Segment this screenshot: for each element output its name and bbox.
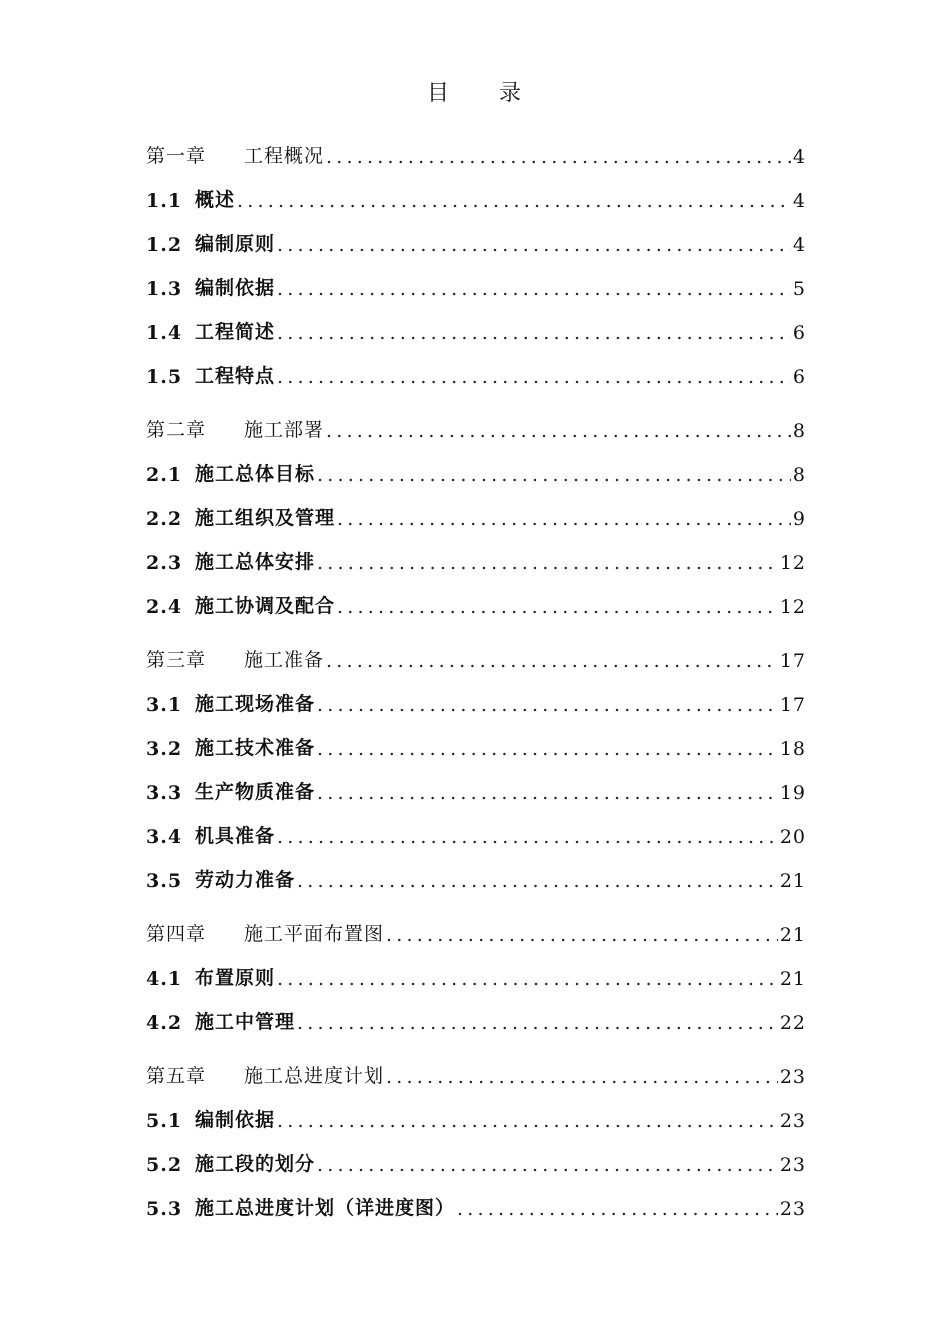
toc-entry-page: 19 [779, 782, 806, 804]
toc-entry-page: 21 [779, 968, 806, 990]
toc-entry-section[interactable] [146, 226, 806, 256]
toc-entry-label: 编制原则 [195, 233, 276, 255]
toc-entry-page: 21 [779, 870, 806, 892]
toc-entry-page: 22 [779, 1012, 806, 1034]
toc-dot-leader [337, 508, 791, 530]
toc-dot-leader [277, 826, 778, 848]
toc-entry-number: 3.5 [146, 870, 183, 892]
toc-entry-label: 工程特点 [195, 365, 276, 387]
toc-entry-number: 5.1 [146, 1110, 183, 1132]
toc-entry-page: 6 [792, 366, 806, 388]
toc-entry-label: 施工平面布置图 [244, 923, 385, 945]
toc-entry-page: 18 [779, 738, 806, 760]
toc-entry-section[interactable] [146, 456, 806, 486]
toc-dot-leader [297, 870, 778, 892]
toc-entry-chapter-3[interactable] [146, 642, 806, 672]
toc-dot-leader [277, 278, 791, 300]
toc-entry-section[interactable] [146, 1146, 806, 1176]
toc-entry-section[interactable] [146, 730, 806, 760]
toc-entry-page: 23 [779, 1066, 806, 1088]
toc-dot-leader [457, 1198, 778, 1220]
toc-entry-number: 第一章 [146, 145, 207, 167]
toc-entry-section[interactable] [146, 1190, 806, 1220]
toc-entry-number: 3.1 [146, 694, 183, 716]
toc-entry-label: 工程简述 [195, 321, 276, 343]
toc-entry-page: 12 [779, 596, 806, 618]
toc-title-char-2: 录 [499, 81, 524, 106]
toc-entry-number: 第四章 [146, 923, 207, 945]
toc-entry-number: 2.1 [146, 464, 183, 486]
toc-entry-section[interactable] [146, 774, 806, 804]
toc-entry-number: 2.2 [146, 508, 183, 530]
toc-entry-label: 施工组织及管理 [195, 507, 336, 529]
toc-entry-section[interactable] [146, 1004, 806, 1034]
toc-entry-label: 施工总进度计划 [244, 1065, 385, 1087]
toc-entry-page: 4 [792, 146, 806, 168]
toc-entry-page: 17 [779, 650, 806, 672]
toc-entry-page: 23 [779, 1154, 806, 1176]
toc-entry-page: 6 [792, 322, 806, 344]
toc-dot-leader [237, 190, 791, 212]
toc-entry-page: 23 [779, 1110, 806, 1132]
toc-dot-leader [326, 146, 791, 168]
toc-entry-page: 5 [792, 278, 806, 300]
toc-entry-page: 9 [792, 508, 806, 530]
toc-entry-page: 12 [779, 552, 806, 574]
toc-entry-section[interactable] [146, 1102, 806, 1132]
toc-dot-leader [317, 782, 778, 804]
toc-entry-number: 5.2 [146, 1154, 183, 1176]
toc-entry-label: 劳动力准备 [195, 869, 296, 891]
toc-entry-label: 施工技术准备 [195, 737, 316, 759]
toc-dot-leader [317, 738, 778, 760]
toc-entry-label: 施工段的划分 [195, 1153, 316, 1175]
toc-dot-leader [277, 366, 791, 388]
toc-entry-page: 17 [779, 694, 806, 716]
toc-entry-section[interactable] [146, 818, 806, 848]
toc-entry-section[interactable] [146, 314, 806, 344]
toc-entry-label: 布置原则 [195, 967, 276, 989]
toc-entry-chapter-2[interactable] [146, 412, 806, 442]
toc-entry-number: 3.3 [146, 782, 183, 804]
toc-dot-leader [277, 1110, 778, 1132]
toc-dot-leader [337, 596, 778, 618]
toc-entry-number: 1.5 [146, 366, 183, 388]
toc-entry-section[interactable] [146, 544, 806, 574]
toc-entry-number: 4.2 [146, 1012, 183, 1034]
toc-entry-label: 施工部署 [244, 419, 325, 441]
toc-dot-leader [317, 552, 778, 574]
toc-entry-label: 施工总体目标 [195, 463, 316, 485]
toc-entry-chapter-1[interactable] [146, 138, 806, 168]
toc-dot-leader [317, 464, 791, 486]
toc-entry-section[interactable] [146, 270, 806, 300]
toc-entry-label: 编制依据 [195, 1109, 276, 1131]
toc-entry-section[interactable] [146, 960, 806, 990]
toc-title-char-1: 目 [426, 81, 451, 106]
toc-dot-leader [297, 1012, 778, 1034]
toc-entry-page: 21 [779, 924, 806, 946]
toc-dot-leader [317, 1154, 778, 1176]
toc-entry-number: 第二章 [146, 419, 207, 441]
toc-entry-page: 8 [792, 420, 806, 442]
toc-entry-number: 2.4 [146, 596, 183, 618]
toc-entry-number: 3.2 [146, 738, 183, 760]
toc-entry-label: 概述 [195, 189, 236, 211]
toc-title [0, 76, 950, 107]
toc-entry-label: 生产物质准备 [195, 781, 316, 803]
toc-entry-number: 第五章 [146, 1065, 207, 1087]
toc-entry-number: 1.3 [146, 278, 183, 300]
toc-entry-page: 4 [792, 234, 806, 256]
toc-entry-number: 5.3 [146, 1198, 183, 1220]
toc-entry-section[interactable] [146, 588, 806, 618]
toc-dot-leader [326, 420, 791, 442]
toc-entry-number: 1.4 [146, 322, 183, 344]
toc-entry-number: 1.1 [146, 190, 183, 212]
toc-dot-leader [317, 694, 778, 716]
toc-entry-number: 2.3 [146, 552, 183, 574]
toc-dot-leader [277, 322, 791, 344]
toc-dot-leader [386, 924, 778, 946]
toc-entry-page: 4 [792, 190, 806, 212]
toc-entry-section[interactable] [146, 182, 806, 212]
toc-entry-label: 施工协调及配合 [195, 595, 336, 617]
toc-entry-label: 施工现场准备 [195, 693, 316, 715]
toc-entry-chapter-5[interactable] [146, 1058, 806, 1088]
toc-entry-section[interactable] [146, 500, 806, 530]
toc-dot-leader [326, 650, 778, 672]
toc-dot-leader [386, 1066, 778, 1088]
toc-entry-section[interactable] [146, 862, 806, 892]
toc-entry-chapter-4[interactable] [146, 916, 806, 946]
toc-entry-number: 4.1 [146, 968, 183, 990]
toc-entry-number: 1.2 [146, 234, 183, 256]
toc-entry-section[interactable] [146, 686, 806, 716]
toc-dot-leader [277, 968, 778, 990]
toc-entry-page: 23 [779, 1198, 806, 1220]
toc-dot-leader [277, 234, 791, 256]
toc-entry-label: 机具准备 [195, 825, 276, 847]
toc-entry-label: 编制依据 [195, 277, 276, 299]
toc-entry-number: 3.4 [146, 826, 183, 848]
toc-entry-label: 工程概况 [244, 145, 325, 167]
toc-entry-label: 施工中管理 [195, 1011, 296, 1033]
toc-entry-section[interactable] [146, 358, 806, 388]
toc-entry-number: 第三章 [146, 649, 207, 671]
toc-entry-page: 20 [779, 826, 806, 848]
toc-entry-label: 施工准备 [244, 649, 325, 671]
toc-entry-label: 施工总进度计划（详进度图） [195, 1197, 456, 1219]
toc-entry-page: 8 [792, 464, 806, 486]
toc-entry-label: 施工总体安排 [195, 551, 316, 573]
